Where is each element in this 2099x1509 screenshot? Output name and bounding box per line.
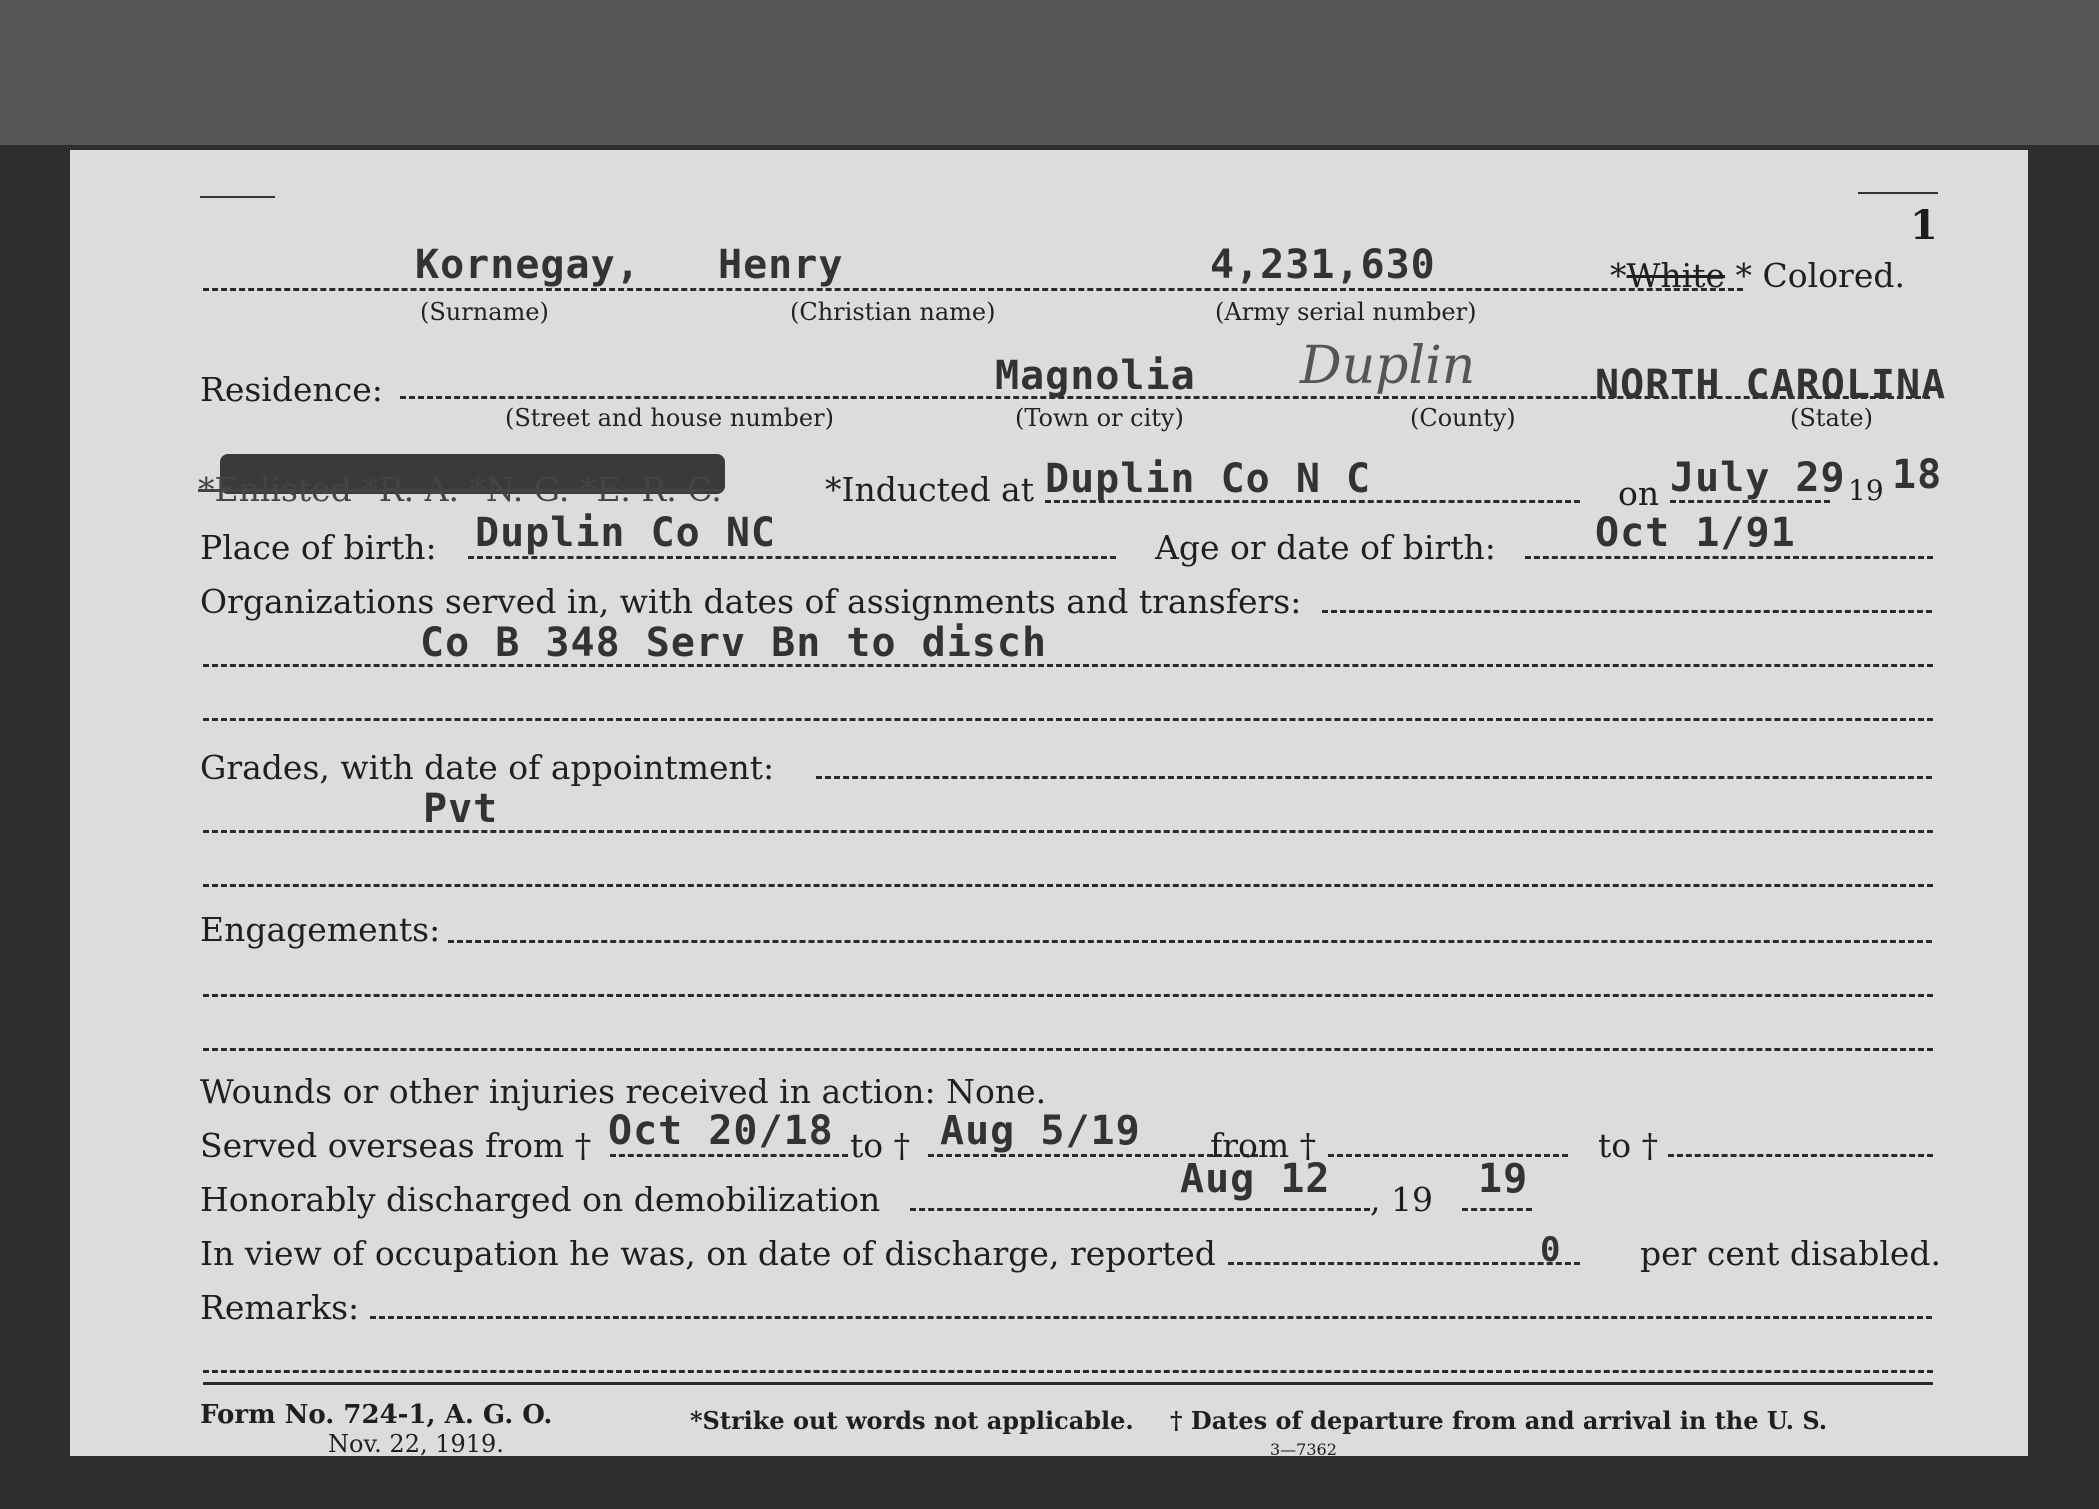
induction-date-value: July 29 (1670, 455, 1846, 501)
overseas-from2-label: from † (1210, 1126, 1317, 1165)
age-line (1525, 556, 1933, 559)
serial-number-value: 4,231,630 (1210, 242, 1436, 288)
christian-name-caption: (Christian name) (790, 298, 996, 326)
top-left-rule (200, 196, 275, 198)
disability-value: 0 (1540, 1230, 1562, 1270)
state-value: NORTH CAROLINA (1595, 362, 1947, 408)
form-date: Nov. 22, 1919. (328, 1430, 504, 1458)
engagements-label: Engagements: (200, 910, 441, 949)
organizations-line-1 (1322, 610, 1932, 613)
grades-line-3 (203, 884, 1933, 887)
service-record-card (70, 150, 2028, 1459)
top-right-rule (1858, 192, 1938, 194)
remarks-label: Remarks: (200, 1288, 360, 1327)
discharge-label: Honorably discharged on demobilization (200, 1180, 881, 1219)
overseas-to2-line (1668, 1154, 1933, 1157)
race-white-struck: White (1626, 256, 1726, 295)
overseas-to-value: Aug 5/19 (940, 1108, 1141, 1154)
place-of-birth-label: Place of birth: (200, 528, 437, 567)
place-of-birth-value: Duplin Co NC (475, 510, 776, 556)
overseas-from2-line (1328, 1154, 1568, 1157)
disability-suffix: per cent disabled. (1640, 1234, 1942, 1273)
strike-out-note: *Strike out words not applicable. (690, 1406, 1134, 1435)
discharge-date-value: Aug 12 (1180, 1156, 1331, 1202)
overseas-from-line (610, 1154, 848, 1157)
grades-label: Grades, with date of appointment: (200, 748, 775, 787)
remarks-line-2 (203, 1370, 1933, 1373)
street-caption: (Street and house number) (505, 404, 834, 432)
christian-name-value: Henry (718, 242, 844, 288)
card-number: 1 (1910, 202, 1938, 249)
discharge-year-value: 19 (1478, 1156, 1529, 1202)
inducted-place-value: Duplin Co N C (1045, 456, 1372, 502)
discharge-year-line (1462, 1208, 1532, 1211)
disability-line (1228, 1262, 1580, 1265)
place-of-birth-line (468, 556, 1116, 559)
organizations-line-3 (203, 718, 1933, 721)
race-field (1610, 256, 1905, 295)
race-star: * (1610, 256, 1627, 295)
surname-caption: (Surname) (420, 298, 549, 326)
form-number: Form No. 724-1, A. G. O. (200, 1400, 553, 1430)
residence-label: Residence: (200, 370, 383, 409)
town-value: Magnolia (995, 353, 1196, 399)
surname-value: Kornegay, (415, 242, 641, 288)
grades-line-1 (816, 776, 1932, 779)
organizations-label: Organizations served in, with dates of assignments and transfers: (200, 582, 1302, 621)
overseas-to-label: to † (850, 1126, 911, 1165)
county-caption: (County) (1410, 404, 1516, 432)
served-overseas-label: Served overseas from † (200, 1126, 592, 1165)
remarks-line-1 (370, 1316, 1932, 1319)
print-code: 3—7362 (1270, 1440, 1337, 1459)
grade-value: Pvt (423, 786, 499, 832)
wounds-text: Wounds or other injuries received in action: None. (200, 1072, 1047, 1111)
birth-date-value: Oct 1/91 (1595, 510, 1796, 556)
age-label: Age or date of birth: (1155, 528, 1496, 567)
dates-note: † Dates of departure from and arrival in the U. S. (1170, 1406, 1828, 1435)
inducted-at-label: *Inducted at (825, 470, 1034, 509)
induction-year-prefix: 19 (1848, 474, 1884, 507)
remarks-rule (203, 1382, 1933, 1385)
organizations-value: Co B 348 Serv Bn to disch (420, 620, 1048, 666)
induction-year-value: 18 (1892, 452, 1943, 498)
on-label: on (1618, 474, 1660, 513)
overseas-to2-label: to † (1598, 1126, 1659, 1165)
disability-label: In view of occupation he was, on date of discharge, reported (200, 1234, 1216, 1273)
engagements-line-1 (448, 940, 1932, 943)
enlisted-options-struck: *Enlisted *R. A. *N. G. *E. R. C. (198, 470, 722, 509)
name-line (203, 288, 1743, 291)
town-caption: (Town or city) (1015, 404, 1184, 432)
engagements-line-2 (203, 994, 1933, 997)
engagements-line-3 (203, 1048, 1933, 1051)
overseas-from-value: Oct 20/18 (608, 1108, 834, 1154)
state-caption: (State) (1790, 404, 1873, 432)
discharge-date-line (910, 1208, 1370, 1211)
county-value-handwritten: Duplin (1300, 336, 1476, 396)
scan-background-top (0, 0, 2099, 145)
serial-caption: (Army serial number) (1215, 298, 1477, 326)
discharge-year-prefix: , 19 (1370, 1180, 1433, 1219)
race-colored: * Colored. (1735, 256, 1905, 295)
